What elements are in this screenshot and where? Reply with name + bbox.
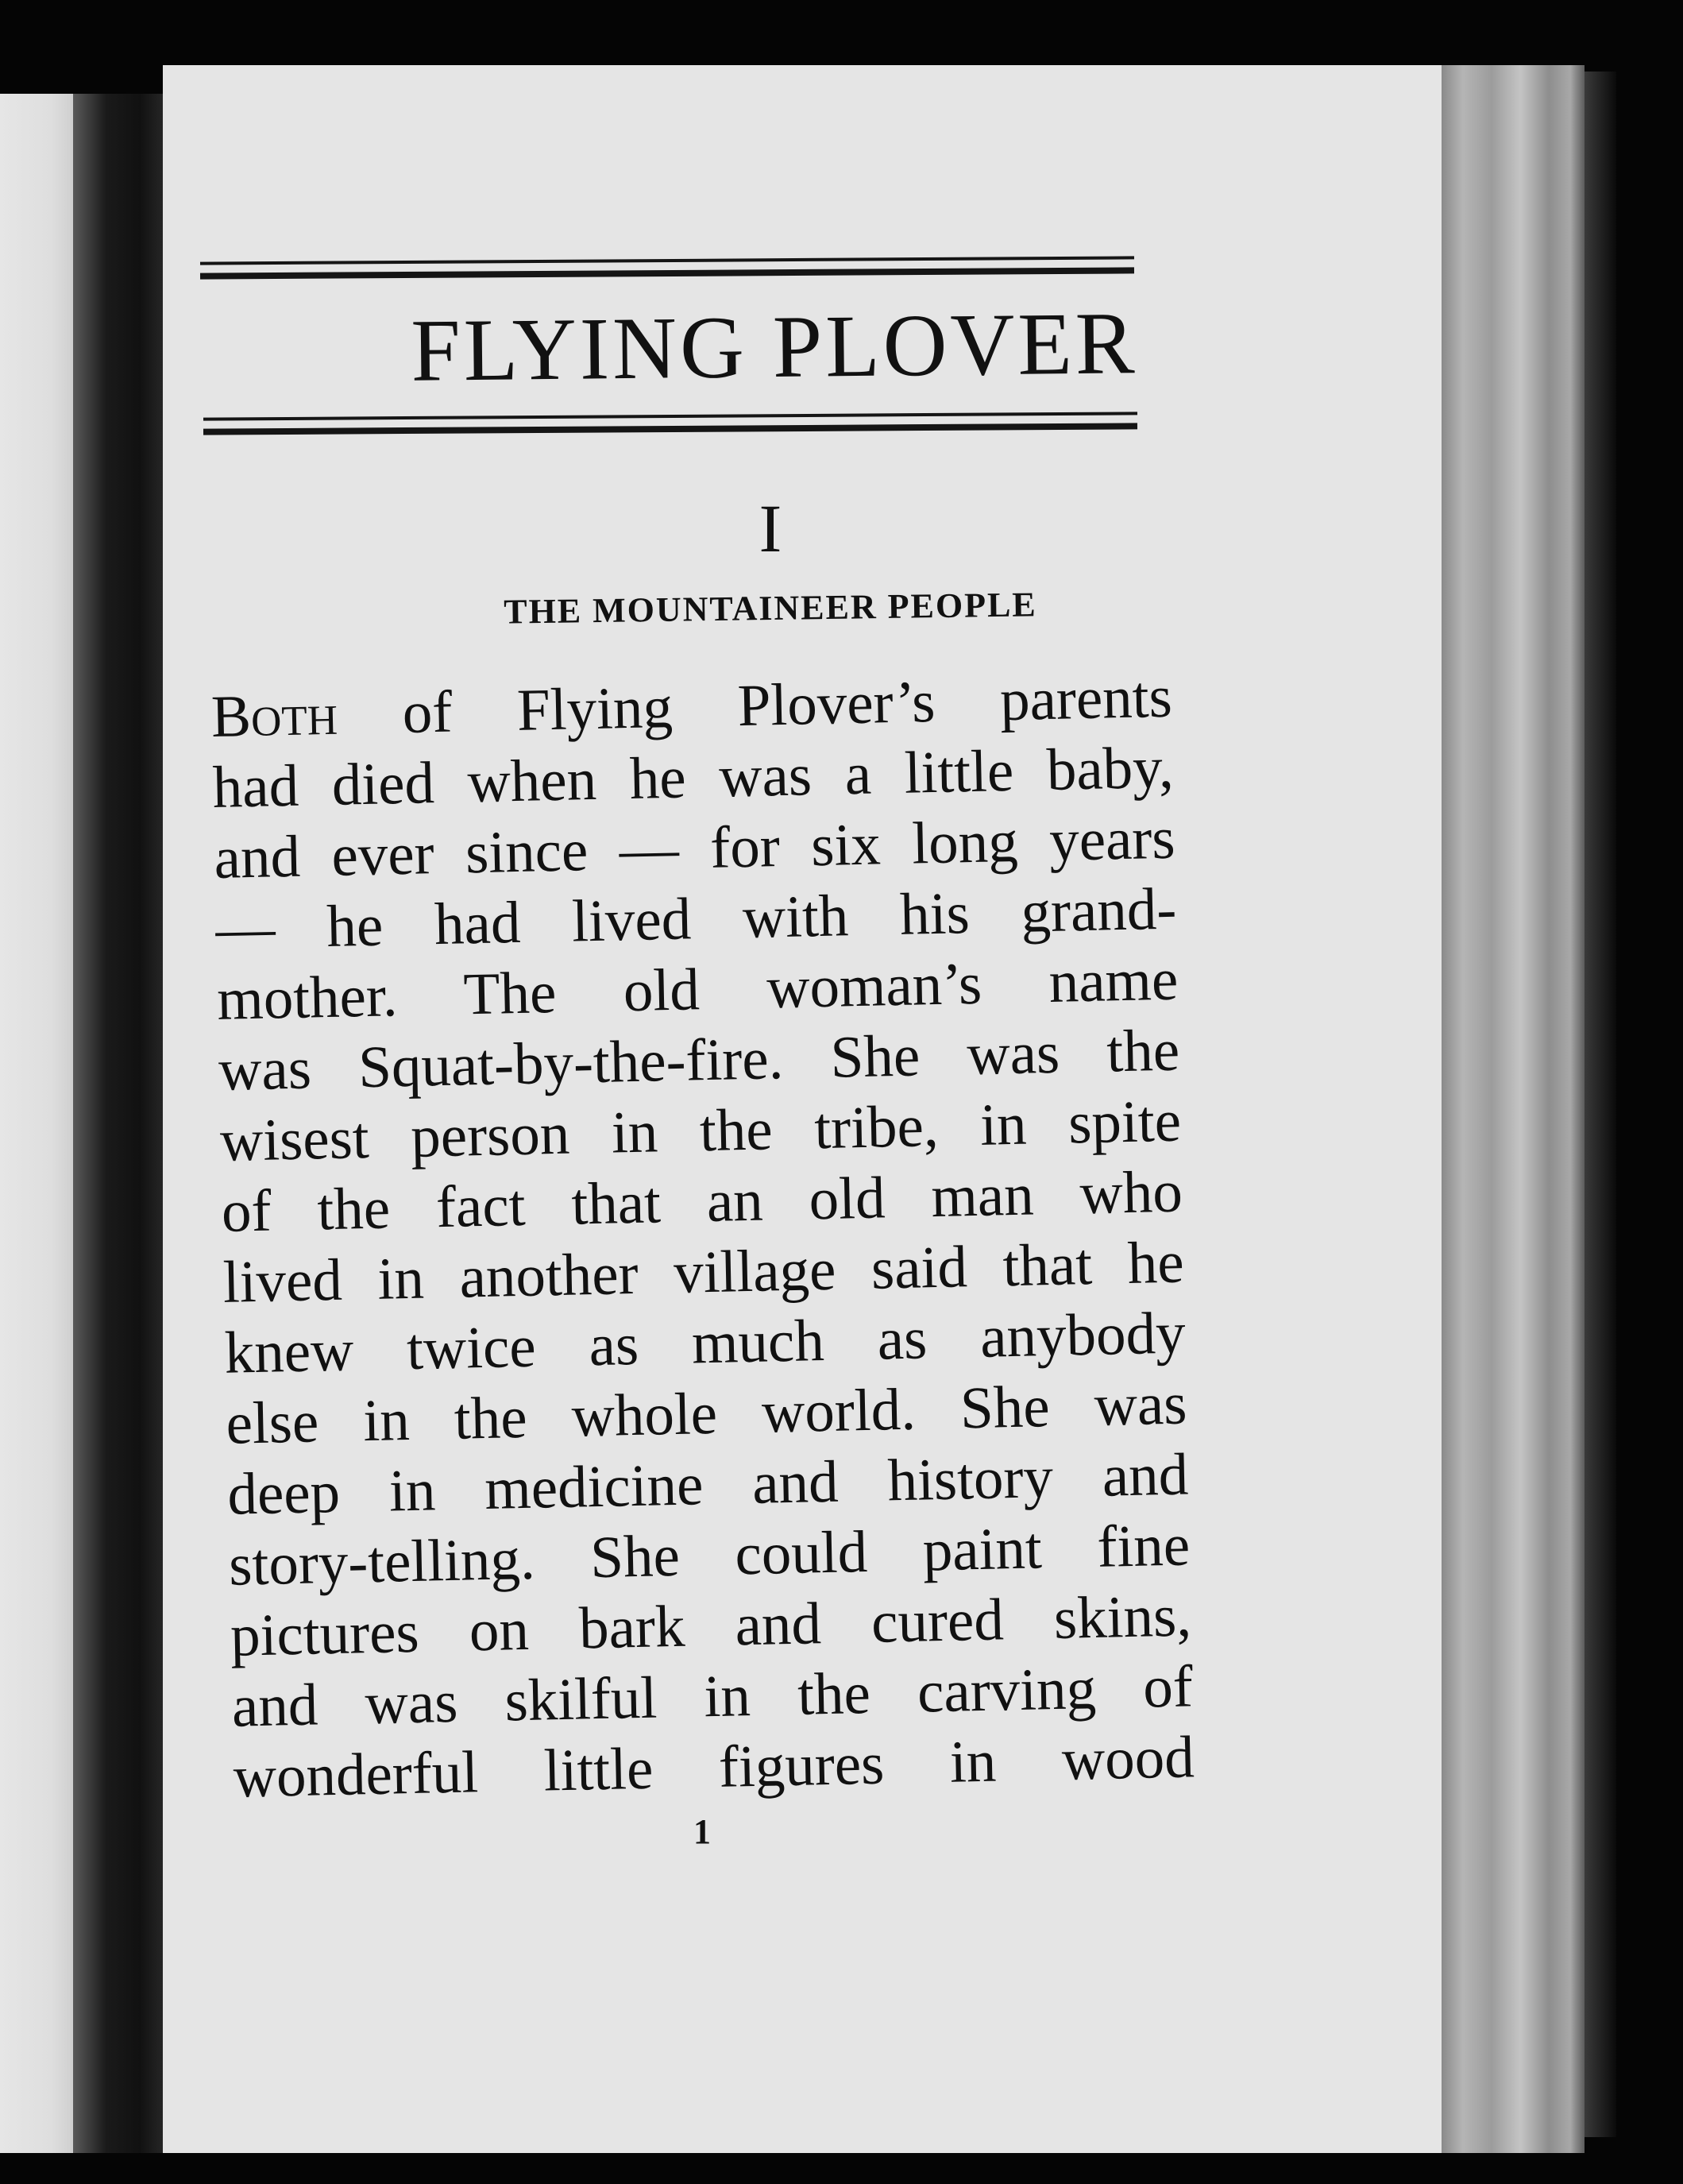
page-stack-edge [1442,65,1585,2153]
page-number: 1 [693,1812,711,1851]
text-line: — he had lived with his grand- [214,876,1178,962]
text-line: mother. The old woman’s name [216,946,1179,1033]
text-line: and was skilful in the carving of [231,1653,1194,1740]
page-edge-shadow [1585,72,1616,2137]
text-line: story-telling. She could paint fine [228,1512,1191,1598]
text-line: wisest person in the tribe, in spite [219,1088,1182,1174]
body-text [210,662,1195,1813]
text-line: was Squat-by-the-fire. She was the [218,1017,1180,1104]
chapter-title: THE MOUNTAINEER PEOPLE [503,585,1038,632]
text-line: else in the whole world. She was [225,1370,1188,1457]
text-line: knew twice as much as anybody [223,1300,1187,1386]
text-line: pictures on bark and cured skins, [230,1583,1192,1669]
text-line: deep in medicine and history and [226,1441,1190,1528]
text-line: of the fact that an old man who [221,1158,1183,1245]
opening-word: Both [210,681,338,750]
left-page-edge [0,94,73,2153]
text-line: had died when he was a little baby, [211,734,1175,821]
book-gutter [73,94,168,2153]
chapter-number: I [759,490,782,566]
text-line: lived in another village said that he [222,1229,1185,1316]
text-line-content: of Flying Plover’s parents [336,663,1173,748]
text-line: and ever since — for six long years [213,805,1176,891]
book-title: FLYING PLOVER [410,294,1139,400]
text-line: wonderful little figures in wood [233,1724,1195,1811]
